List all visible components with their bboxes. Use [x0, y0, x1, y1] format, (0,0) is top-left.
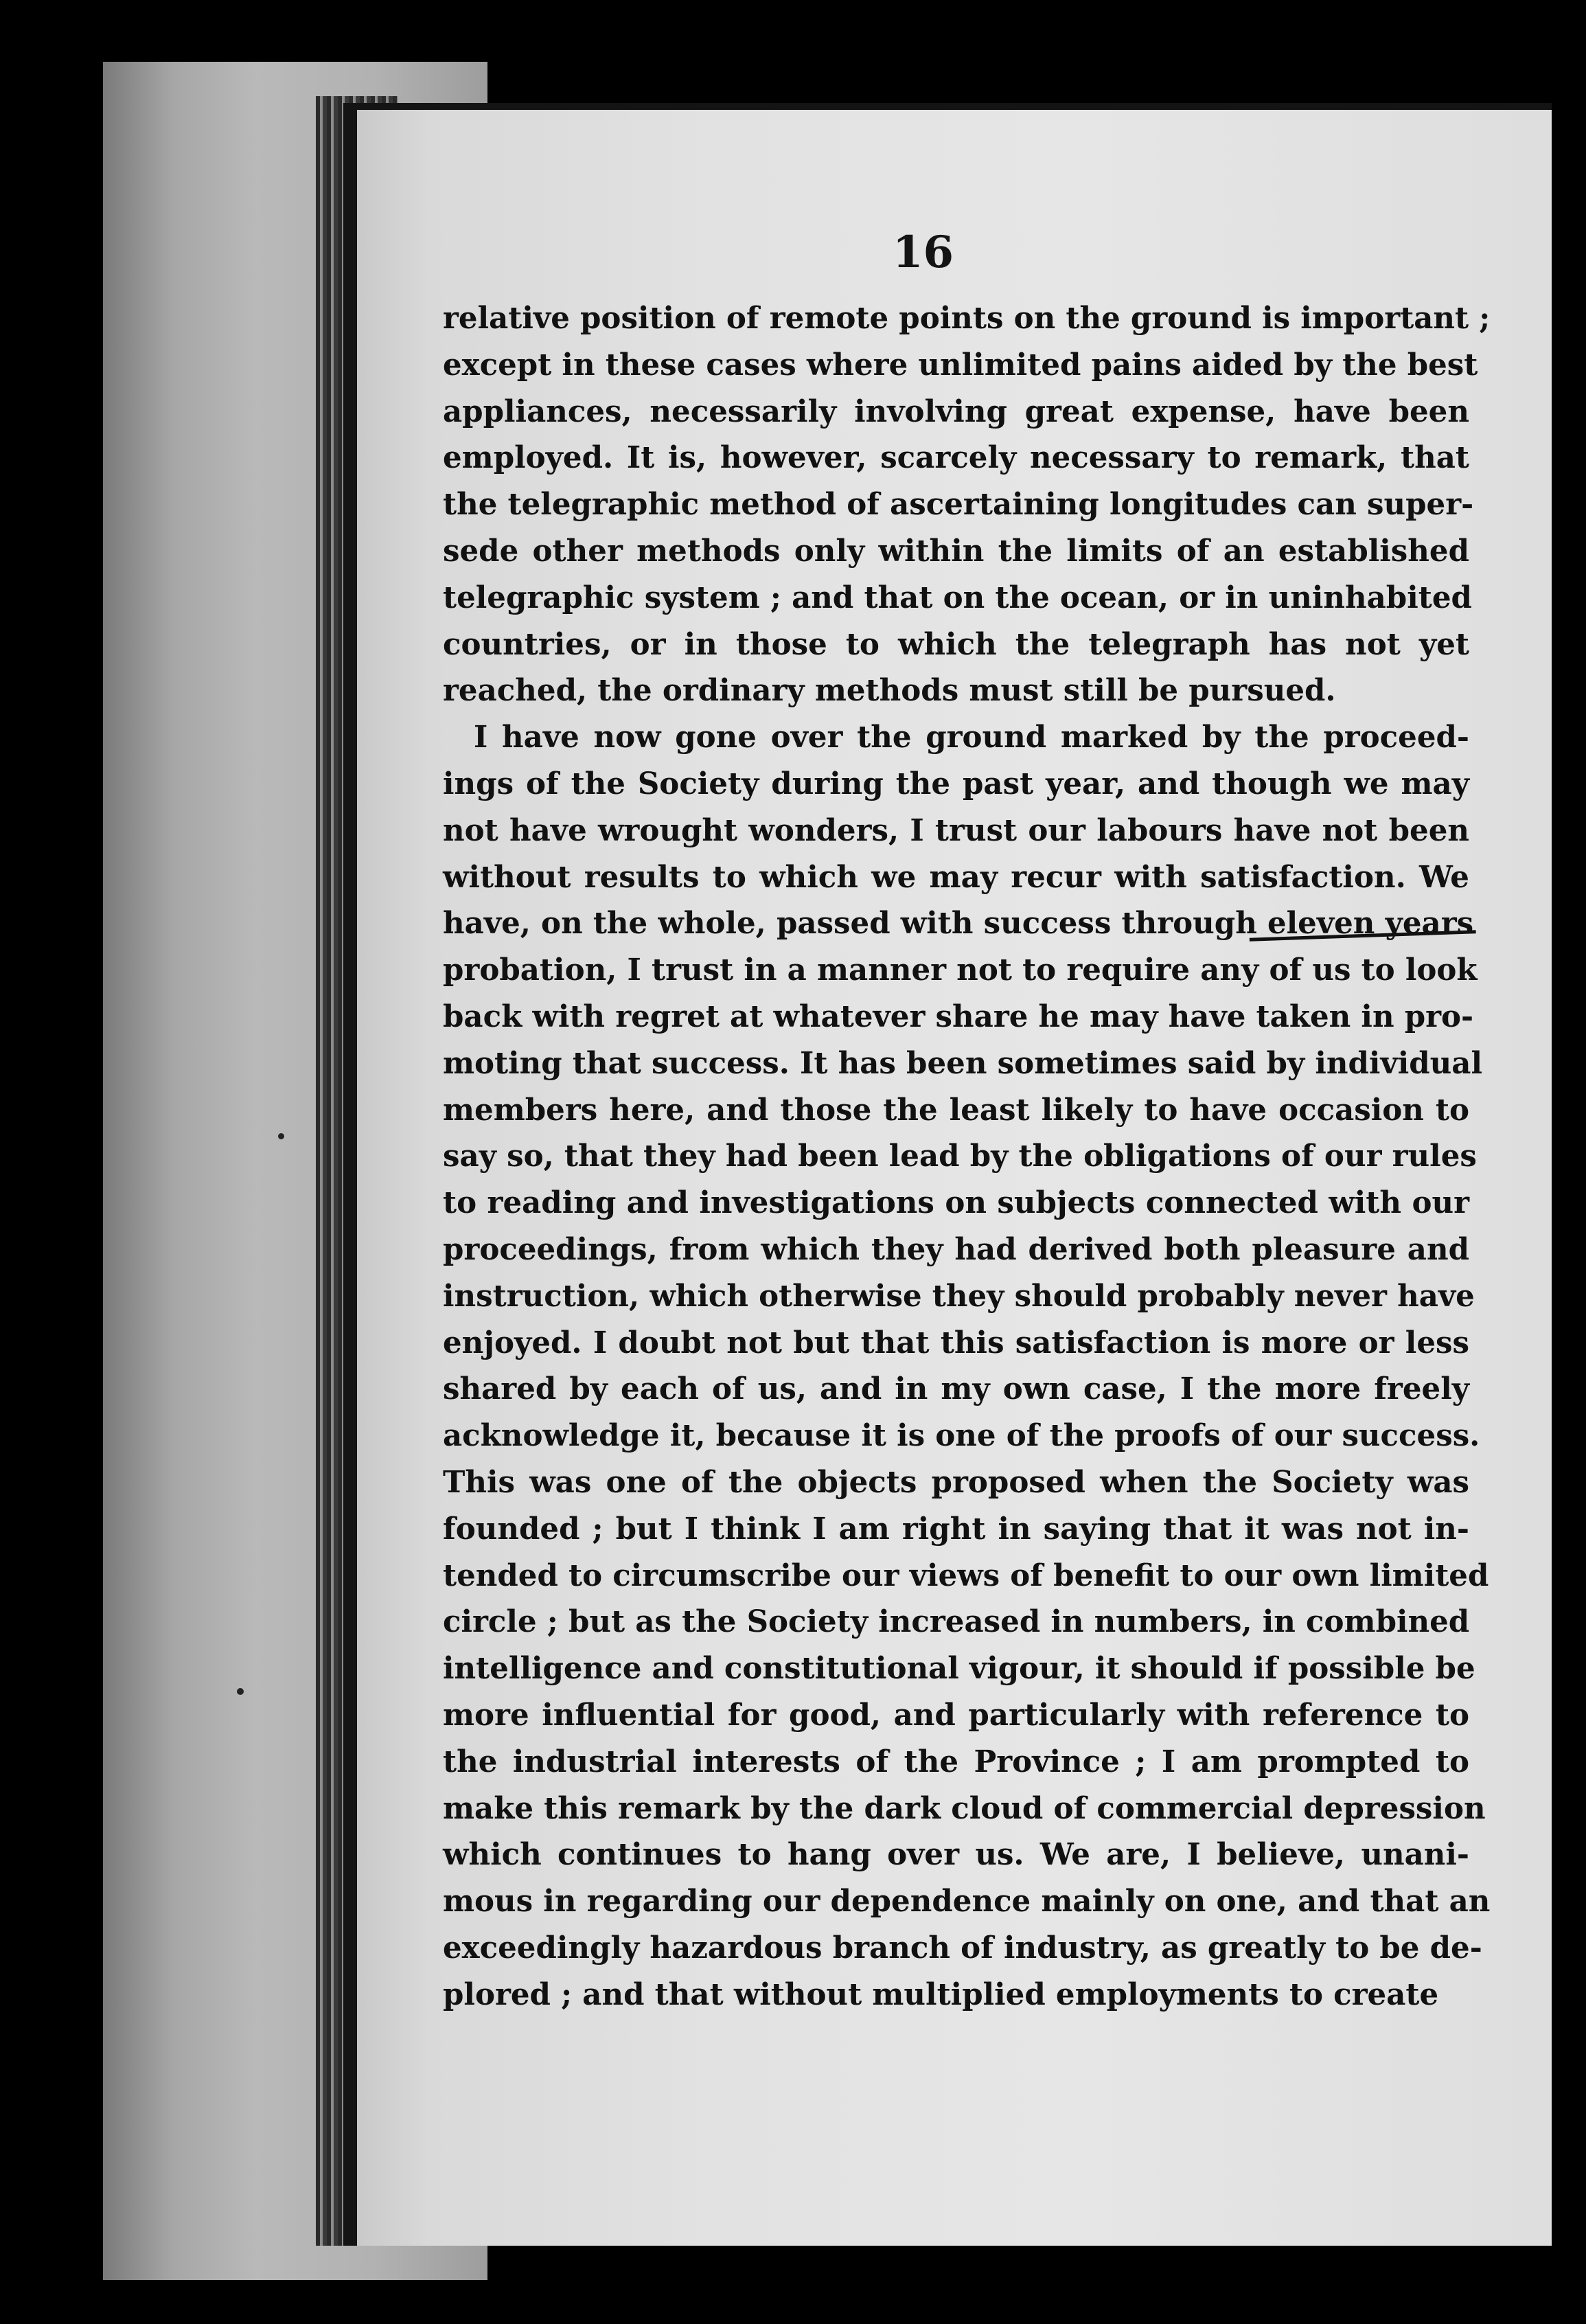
paragraph — [443, 714, 1491, 2018]
text-line: more influential for good, and particularly with reference to — [443, 1697, 1469, 1733]
paragraph — [443, 295, 1491, 714]
text-line: moting that success. It has been sometimes said by individual — [443, 1045, 1483, 1081]
text-line: enjoyed. I doubt not but that this satisfaction is more or less — [443, 1325, 1469, 1360]
text-line: except in these cases where unlimited pains aided by the best — [443, 347, 1478, 383]
text-line: shared by each of us, and in my own case, I the more freely — [443, 1371, 1469, 1407]
text-line: reached, the ordinary methods must still be pursued. — [443, 673, 1336, 709]
text-line: ings of the Society during the past year, and though we may — [443, 766, 1469, 801]
text-line: say so, that they had been lead by the obligations of our rules — [443, 1139, 1477, 1174]
text-line: sede other methods only within the limits of an established — [443, 533, 1469, 569]
text-line: plored ; and that without multiplied employments to create — [443, 1976, 1439, 2012]
text-line: to reading and investigations on subjects connected with our — [443, 1185, 1469, 1221]
text-line: the industrial interests of the Province ; I am prompted to — [443, 1744, 1469, 1779]
text-line: make this remark by the dark cloud of commercial depression — [443, 1790, 1486, 1826]
text-line: countries, or in those to which the telegraph has not yet — [443, 626, 1469, 662]
text-line: which continues to hang over us. We are, I believe, unani- — [443, 1837, 1469, 1873]
text-line: back with regret at whatever share he may have taken in pro- — [443, 999, 1474, 1034]
text-line: proceedings, from which they had derived both pleasure and — [443, 1231, 1469, 1267]
text-line: not have wrought wonders, I trust our labours have not been — [443, 812, 1469, 848]
text-line: have, on the whole, passed with success through eleven years — [443, 906, 1474, 942]
text-line: intelligence and constitutional vigour, it should if possible be — [443, 1651, 1475, 1687]
page-number: 16 — [893, 227, 954, 278]
text-line: This was one of the objects proposed when the Society was — [443, 1464, 1469, 1500]
body-text — [443, 295, 1491, 2018]
dust-speck — [237, 1688, 244, 1695]
text-line: the telegraphic method of ascertaining longitudes can super- — [443, 487, 1474, 523]
text-line: I have now gone over the ground marked by the proceed- — [474, 720, 1469, 755]
text-line: appliances, necessarily involving great expense, have been — [443, 394, 1469, 429]
text-line: employed. It is, however, scarcely necessary to remark, that — [443, 440, 1469, 476]
dust-speck — [278, 1133, 284, 1139]
text-line: without results to which we may recur with satisfaction. We — [443, 859, 1469, 895]
text-line: telegraphic system ; and that on the ocean, or in uninhabited — [443, 580, 1472, 615]
text-line: probation, I trust in a manner not to require any of us to look — [443, 953, 1478, 988]
text-line: instruction, which otherwise they should probably never have — [443, 1278, 1475, 1314]
text-line: relative position of remote points on the ground is important ; — [443, 301, 1491, 336]
text-line: tended to circumscribe our views of benefit to our own limited — [443, 1558, 1489, 1593]
text-line: mous in regarding our dependence mainly on one, and that an — [443, 1884, 1491, 1919]
text-line: exceedingly hazardous branch of industry, as greatly to be de- — [443, 1930, 1482, 1966]
text-line: acknowledge it, because it is one of the proofs of our success. — [443, 1418, 1480, 1454]
text-line: members here, and those the least likely to have occasion to — [443, 1092, 1469, 1128]
text-line: founded ; but I think I am right in saying that it was not in- — [443, 1511, 1469, 1547]
text-line: circle ; but as the Society increased in numbers, in combined — [443, 1604, 1470, 1640]
